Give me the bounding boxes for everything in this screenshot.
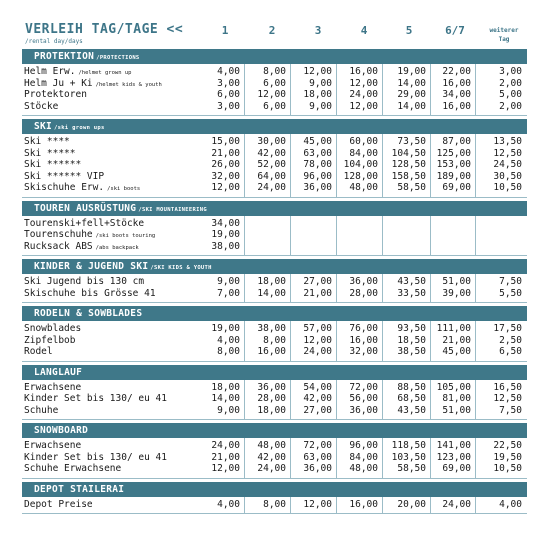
price-cell: 30,50 bbox=[493, 170, 522, 182]
price-cell: 27,00 bbox=[303, 276, 332, 287]
table-row bbox=[22, 241, 527, 253]
price-cell: 9,00 bbox=[309, 77, 332, 89]
price-cell: 141,00 bbox=[436, 440, 471, 451]
item-name bbox=[24, 393, 167, 405]
price-cell: 19,50 bbox=[493, 451, 522, 463]
price-cell: 29,00 bbox=[397, 89, 426, 100]
item-name bbox=[24, 440, 81, 452]
price-cell: 12,50 bbox=[493, 147, 522, 159]
item-label: Erwachsene bbox=[24, 440, 82, 451]
price-cell: 18,00 bbox=[211, 381, 240, 393]
price-cell: 28,00 bbox=[349, 287, 378, 299]
price-cell: 81,00 bbox=[442, 393, 471, 404]
section-header bbox=[22, 306, 527, 321]
price-cell: 32,00 bbox=[349, 346, 378, 357]
price-cell: 24,00 bbox=[349, 89, 378, 100]
price-cell: 24,00 bbox=[303, 346, 332, 357]
price-cell: 13,50 bbox=[493, 136, 522, 147]
price-cell: 19,00 bbox=[397, 66, 426, 77]
price-cell: 3,00 bbox=[217, 100, 240, 112]
price-cell: 51,00 bbox=[442, 404, 471, 416]
price-cell: 19,00 bbox=[211, 229, 240, 240]
section-rows bbox=[22, 216, 527, 257]
price-cell: 93,50 bbox=[397, 323, 426, 334]
price-cell: 96,00 bbox=[303, 170, 332, 182]
item-name bbox=[24, 452, 167, 464]
price-cell: 128,00 bbox=[343, 170, 378, 182]
price-cell: 7,50 bbox=[499, 404, 522, 416]
price-cell: 38,00 bbox=[257, 323, 286, 334]
section-header bbox=[22, 423, 527, 438]
column-header-extra-day bbox=[483, 26, 525, 44]
price-cell: 68,50 bbox=[397, 393, 426, 404]
column-header-day-2: 2 bbox=[268, 24, 276, 37]
price-cell: 14,00 bbox=[211, 393, 240, 404]
price-cell: 18,00 bbox=[257, 276, 286, 287]
price-cell: 2,00 bbox=[499, 100, 522, 112]
price-cell: 12,00 bbox=[211, 463, 240, 474]
price-cell: 3,00 bbox=[499, 66, 522, 77]
table-row bbox=[22, 393, 527, 405]
section-rows bbox=[22, 380, 527, 421]
item-name bbox=[24, 89, 87, 101]
column-header-day-1: 1 bbox=[221, 24, 229, 37]
item-name bbox=[24, 241, 139, 255]
price-cell: 12,00 bbox=[349, 77, 378, 89]
table-row bbox=[22, 182, 527, 194]
table-row bbox=[22, 405, 527, 417]
column-header-day-4: 4 bbox=[360, 24, 368, 37]
price-cell: 36,00 bbox=[349, 276, 378, 287]
item-label: Zipfelbob bbox=[24, 334, 76, 346]
price-cell: 8,00 bbox=[263, 66, 286, 77]
section-title: PROTEKTION bbox=[34, 51, 95, 62]
item-name bbox=[24, 335, 75, 347]
section-title: DEPOT STAILERAI bbox=[34, 483, 125, 495]
item-name bbox=[24, 323, 81, 335]
price-cell: 4,00 bbox=[499, 498, 522, 510]
item-name bbox=[24, 463, 121, 475]
table-row bbox=[22, 136, 527, 148]
price-cell: 24,00 bbox=[211, 440, 240, 451]
price-cell: 42,00 bbox=[257, 451, 286, 463]
price-cell: 16,00 bbox=[257, 346, 286, 357]
item-name bbox=[24, 346, 53, 358]
price-cell: 4,00 bbox=[217, 334, 240, 346]
price-cell: 48,00 bbox=[349, 182, 378, 193]
price-cell: 14,00 bbox=[397, 77, 426, 89]
price-cell: 38,50 bbox=[397, 346, 426, 357]
section-gap bbox=[22, 514, 527, 517]
item-label: Schuhe Erwachsene bbox=[24, 463, 122, 474]
price-cell: 36,00 bbox=[257, 381, 286, 393]
table-row bbox=[22, 288, 527, 300]
price-cell: 88,50 bbox=[397, 381, 426, 393]
price-cell: 24,00 bbox=[442, 498, 471, 510]
item-label: Depot Preise bbox=[24, 498, 93, 510]
item-name bbox=[24, 276, 144, 288]
item-label: Stöcke bbox=[24, 100, 59, 112]
extra-day-label-line2: Tag bbox=[498, 36, 510, 43]
section-subtitle: /SKI KIDS & YOUTH bbox=[150, 265, 212, 271]
price-cell: 22,50 bbox=[493, 440, 522, 451]
price-cell: 6,50 bbox=[499, 346, 522, 357]
extra-day-label-line1: weiterer bbox=[489, 27, 519, 34]
price-cell: 7,00 bbox=[217, 287, 240, 299]
price-cell: 33,50 bbox=[397, 287, 426, 299]
table-row bbox=[22, 346, 527, 358]
item-name bbox=[24, 101, 58, 113]
page-title: VERLEIH TAG/TAGE << bbox=[25, 22, 184, 37]
price-cell: 58,50 bbox=[397, 182, 426, 193]
item-name bbox=[24, 405, 58, 417]
price-cell: 5,00 bbox=[499, 89, 522, 100]
price-cell: 111,00 bbox=[436, 323, 471, 334]
section-subtitle: /ski grown ups bbox=[54, 125, 105, 131]
price-cell: 24,50 bbox=[493, 159, 522, 170]
item-note: /helmet grown up bbox=[78, 70, 132, 76]
price-cell: 21,00 bbox=[303, 287, 332, 299]
price-cell: 38,00 bbox=[211, 240, 240, 252]
price-cell: 4,00 bbox=[217, 498, 240, 510]
section-rows bbox=[22, 438, 527, 479]
table-row bbox=[22, 78, 527, 90]
price-cell: 9,00 bbox=[217, 276, 240, 287]
price-cell: 16,00 bbox=[349, 66, 378, 77]
price-cell: 45,00 bbox=[442, 346, 471, 357]
item-note: /abs backpack bbox=[95, 244, 139, 251]
price-cell: 12,00 bbox=[257, 89, 286, 100]
price-cell: 27,00 bbox=[303, 404, 332, 416]
price-cell: 36,00 bbox=[303, 182, 332, 193]
price-cell: 123,00 bbox=[436, 451, 471, 463]
price-cell: 14,00 bbox=[257, 287, 286, 299]
table-row bbox=[22, 171, 527, 183]
price-cell: 60,00 bbox=[349, 136, 378, 147]
price-cell: 96,00 bbox=[349, 440, 378, 451]
price-cell: 21,00 bbox=[442, 334, 471, 346]
price-cell: 10,50 bbox=[493, 182, 522, 193]
section-title: KINDER & JUGEND SKI bbox=[34, 261, 149, 272]
item-name bbox=[24, 499, 93, 511]
section-subtitle: /PROTECTIONS bbox=[96, 55, 140, 61]
item-label: Tourenski+fell+Stöcke bbox=[24, 217, 145, 229]
item-name bbox=[24, 288, 156, 300]
price-cell: 16,00 bbox=[349, 334, 378, 346]
table-row bbox=[22, 218, 527, 230]
price-cell: 103,50 bbox=[391, 451, 426, 463]
price-cell: 45,00 bbox=[303, 136, 332, 147]
price-cell: 12,50 bbox=[493, 393, 522, 404]
item-label: Ski Jugend bis 130 cm bbox=[24, 276, 145, 287]
price-cell: 56,00 bbox=[349, 393, 378, 404]
price-cell: 17,50 bbox=[493, 323, 522, 334]
price-cell: 57,00 bbox=[303, 323, 332, 334]
table-row bbox=[22, 335, 527, 347]
page-subtitle: /rental day/days bbox=[25, 38, 83, 45]
table-row bbox=[22, 323, 527, 335]
price-cell: 8,00 bbox=[263, 334, 286, 346]
price-cell: 2,00 bbox=[499, 77, 522, 89]
section-title: LANGLAUF bbox=[34, 366, 83, 378]
table-row bbox=[22, 148, 527, 160]
price-cell: 12,00 bbox=[349, 100, 378, 112]
price-cell: 87,00 bbox=[442, 136, 471, 147]
item-name bbox=[24, 182, 140, 196]
table-row bbox=[22, 276, 527, 288]
price-cell: 12,00 bbox=[211, 182, 240, 193]
section-header bbox=[22, 482, 527, 497]
price-cell: 12,00 bbox=[303, 66, 332, 77]
item-name bbox=[24, 382, 81, 394]
item-label: Rodel bbox=[24, 346, 53, 357]
section-header bbox=[22, 201, 527, 216]
price-cell: 36,00 bbox=[349, 404, 378, 416]
item-note: /ski boots bbox=[107, 186, 141, 192]
price-cell: 19,00 bbox=[211, 323, 240, 334]
table-row bbox=[22, 101, 527, 113]
price-cell: 6,00 bbox=[217, 89, 240, 100]
price-cell: 69,00 bbox=[442, 463, 471, 474]
section-rows bbox=[22, 64, 527, 116]
price-cell: 34,00 bbox=[442, 89, 471, 100]
price-cell: 18,50 bbox=[397, 334, 426, 346]
price-cell: 84,00 bbox=[349, 147, 378, 159]
section-title: SKI bbox=[34, 121, 53, 132]
price-table bbox=[22, 49, 527, 517]
price-cell: 63,00 bbox=[303, 147, 332, 159]
price-cell: 14,00 bbox=[397, 100, 426, 112]
price-cell: 8,00 bbox=[263, 498, 286, 510]
price-cell: 36,00 bbox=[303, 463, 332, 474]
column-header-day-3: 3 bbox=[314, 24, 322, 37]
price-cell: 2,50 bbox=[499, 334, 522, 346]
section-rows bbox=[22, 274, 527, 303]
price-cell: 128,50 bbox=[391, 159, 426, 170]
price-cell: 104,00 bbox=[343, 159, 378, 170]
section-header bbox=[22, 365, 527, 380]
item-label: Helm Ju + Ki bbox=[24, 77, 93, 89]
price-cell: 189,00 bbox=[436, 170, 471, 182]
column-header-day-6-7: 6/7 bbox=[445, 24, 465, 37]
price-cell: 24,00 bbox=[257, 182, 286, 193]
item-name bbox=[24, 136, 70, 148]
price-cell: 64,00 bbox=[257, 170, 286, 182]
price-cell: 4,00 bbox=[217, 66, 240, 77]
price-cell: 118,50 bbox=[391, 440, 426, 451]
item-label: Ski ***** bbox=[24, 147, 76, 159]
price-cell: 42,00 bbox=[303, 393, 332, 404]
price-cell: 10,50 bbox=[493, 463, 522, 474]
price-cell: 32,00 bbox=[211, 170, 240, 182]
table-row bbox=[22, 463, 527, 475]
section-title: RODELN & SOWBLADES bbox=[34, 308, 143, 319]
section-header bbox=[22, 49, 527, 64]
price-cell: 3,00 bbox=[217, 77, 240, 89]
price-cell: 52,00 bbox=[257, 159, 286, 170]
section-rows bbox=[22, 134, 527, 198]
item-label: Ski **** bbox=[24, 136, 70, 147]
price-cell: 16,00 bbox=[442, 100, 471, 112]
price-cell: 43,50 bbox=[397, 404, 426, 416]
price-cell: 58,50 bbox=[397, 463, 426, 474]
price-cell: 15,00 bbox=[211, 136, 240, 147]
price-table-header bbox=[22, 20, 527, 50]
price-cell: 6,00 bbox=[263, 77, 286, 89]
price-cell: 24,00 bbox=[257, 463, 286, 474]
price-cell: 30,00 bbox=[257, 136, 286, 147]
item-name bbox=[24, 159, 81, 171]
price-cell: 63,00 bbox=[303, 451, 332, 463]
item-label: Skischuhe Erw. bbox=[24, 182, 105, 193]
price-cell: 153,00 bbox=[436, 159, 471, 170]
price-cell: 48,00 bbox=[257, 440, 286, 451]
section-rows bbox=[22, 497, 527, 515]
item-label: Kinder Set bis 130/ eu 41 bbox=[24, 393, 167, 404]
price-cell: 9,00 bbox=[309, 100, 332, 112]
price-cell: 158,50 bbox=[391, 170, 426, 182]
price-cell: 104,50 bbox=[391, 147, 426, 159]
item-label: Helm Erw. bbox=[24, 66, 76, 77]
section-subtitle: /SKI MOUNTAINEERING bbox=[138, 206, 207, 213]
price-cell: 105,00 bbox=[436, 381, 471, 393]
price-cell: 22,00 bbox=[442, 66, 471, 77]
item-name bbox=[24, 218, 144, 230]
price-cell: 9,00 bbox=[217, 404, 240, 416]
item-name bbox=[24, 171, 104, 183]
table-row bbox=[22, 66, 527, 78]
section-title: SNOWBOARD bbox=[34, 425, 89, 436]
price-cell: 51,00 bbox=[442, 276, 471, 287]
price-cell: 16,00 bbox=[442, 77, 471, 89]
section-rows bbox=[22, 321, 527, 362]
price-cell: 72,00 bbox=[303, 440, 332, 451]
price-cell: 6,00 bbox=[263, 100, 286, 112]
item-label: Kinder Set bis 130/ eu 41 bbox=[24, 451, 167, 463]
item-note: /ski boots touring bbox=[95, 233, 156, 239]
section-title: TOUREN AUSRÜSTUNG bbox=[34, 202, 137, 214]
item-label: Ski ****** VIP bbox=[24, 170, 105, 182]
price-cell: 20,00 bbox=[397, 498, 426, 510]
price-cell: 48,00 bbox=[349, 463, 378, 474]
price-cell: 26,00 bbox=[211, 159, 240, 170]
price-cell: 76,00 bbox=[349, 323, 378, 334]
item-label: Schuhe bbox=[24, 404, 59, 416]
price-cell: 28,00 bbox=[257, 393, 286, 404]
price-cell: 42,00 bbox=[257, 147, 286, 159]
item-label: Snowblades bbox=[24, 323, 82, 334]
table-row bbox=[22, 452, 527, 464]
item-label: Tourenschuhe bbox=[24, 229, 93, 240]
price-cell: 78,00 bbox=[303, 159, 332, 170]
table-row bbox=[22, 499, 527, 511]
section-header bbox=[22, 119, 527, 134]
item-label: Protektoren bbox=[24, 89, 87, 100]
price-cell: 39,00 bbox=[442, 287, 471, 299]
price-cell: 125,00 bbox=[436, 147, 471, 159]
table-row bbox=[22, 89, 527, 101]
price-cell: 73,50 bbox=[397, 136, 426, 147]
item-label: Erwachsene bbox=[24, 381, 82, 393]
price-cell: 69,00 bbox=[442, 182, 471, 193]
price-cell: 21,00 bbox=[211, 147, 240, 159]
price-cell: 16,00 bbox=[349, 498, 378, 510]
price-cell: 84,00 bbox=[349, 451, 378, 463]
item-name bbox=[24, 148, 75, 160]
price-cell: 12,00 bbox=[303, 498, 332, 510]
price-cell: 5,50 bbox=[499, 287, 522, 299]
item-label: Ski ****** bbox=[24, 159, 82, 170]
price-cell: 21,00 bbox=[211, 451, 240, 463]
price-cell: 8,00 bbox=[217, 346, 240, 357]
table-row bbox=[22, 382, 527, 394]
item-label: Rucksack ABS bbox=[24, 240, 93, 252]
price-cell: 16,50 bbox=[493, 381, 522, 393]
table-row bbox=[22, 159, 527, 171]
column-header-day-5: 5 bbox=[405, 24, 413, 37]
item-label: Skischuhe bis Grösse 41 bbox=[24, 287, 156, 299]
table-row bbox=[22, 440, 527, 452]
price-cell: 34,00 bbox=[211, 217, 240, 229]
price-cell: 18,00 bbox=[303, 89, 332, 100]
item-note: /helmet kids & youth bbox=[95, 81, 162, 88]
price-cell: 72,00 bbox=[349, 381, 378, 393]
price-cell: 54,00 bbox=[303, 381, 332, 393]
price-cell: 12,00 bbox=[303, 334, 332, 346]
price-cell: 43,50 bbox=[397, 276, 426, 287]
section-header bbox=[22, 259, 527, 274]
table-row bbox=[22, 229, 527, 241]
price-cell: 7,50 bbox=[499, 276, 522, 287]
price-cell: 18,00 bbox=[257, 404, 286, 416]
